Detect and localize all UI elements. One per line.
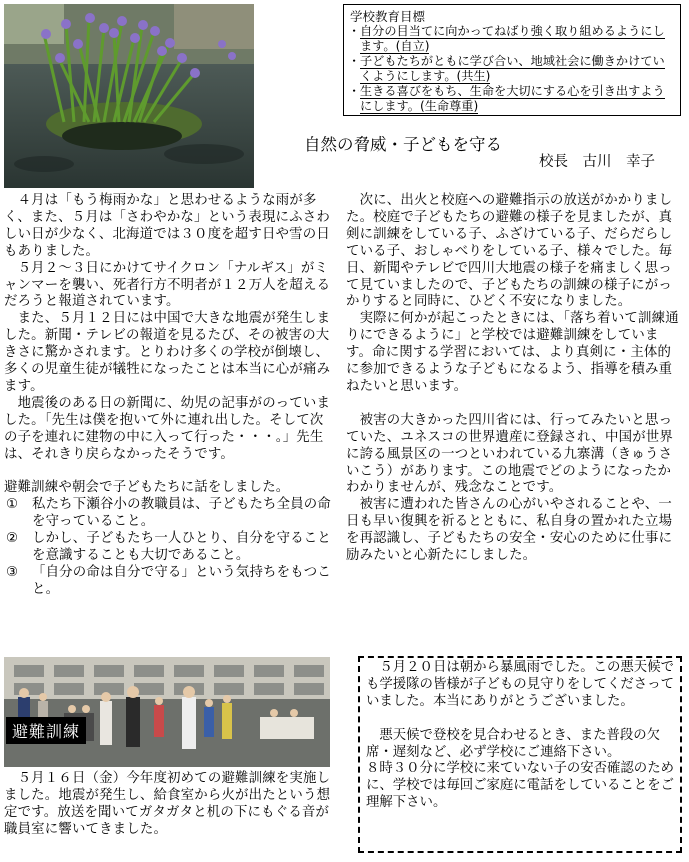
paragraph: 実際に何かが起こったときには、「落ち着いて訓練通りにできるように」と学校では避難訓練をしています。命に関する学習においては、より真剣に・主体的に参加できるような子どもになるよう、指導を積み重ねたいと思います。: [346, 311, 679, 394]
list-item: ② しかし、子どもたち一人ひとり、自分を守ることを意識することも大切であること。: [6, 531, 331, 564]
paragraph: ８時３０分に学校に来ていない子の安否確認のために、学校では毎回ご家庭に電話をしていることをご理解下さい。: [366, 761, 674, 811]
paragraph: ４月は「もう梅雨かな」と思わせるような雨が多く、また、５月は「さわやかな」という表現にふさわしい日が少なく、北海道では３０度を超す日や雪の日もありました。: [4, 193, 330, 259]
paragraph: また、５月１２日には中国で大きな地震が発生しました。新聞・テレビの報道を見るたび、その被害の大きさに驚かされます。とりわけ多くの学校が倒壊し、多くの児童生徒が犠牲になったことは本当に心が痛みます。: [4, 311, 331, 394]
notice-box: [358, 656, 682, 853]
school-goals-box: [343, 4, 681, 116]
blank-line: [346, 396, 682, 413]
paragraph: 被害の大きかった四川省には、行ってみたいと思っていた、ユネスコの世界遺産に登録され、中国が世界に誇る風景区の一つといわれている九寨溝（きゅうさいこう）があります。この地震でどのようになったかわかりませんが、残念なことです。: [346, 412, 673, 496]
blank-line: [4, 464, 334, 481]
iris-photo: [4, 4, 254, 188]
school-goals-title: 学校教育目標: [350, 9, 426, 24]
paragraph: ５月１６日（金）今年度初めての避難訓練を実施しました。地震が発生し、給食室から火が出たという想定です。放送を聞いてガタガタと机の下にもぐる音が職員室に響いてきました。: [4, 771, 331, 837]
evacuation-drill-photo: [4, 657, 330, 767]
paragraph: 被害に遭われた皆さんの心がいやされることや、一日も早い復興を祈るとともに、私自身の置かれた立場を再認識し、子どもたちの安全・安心のために仕事に励みたいと心新たにしました。: [346, 497, 673, 564]
paragraph: 避難訓練や朝会で子どもたちに話をしました。: [4, 480, 290, 496]
list-item: ③ 「自分の命は自分で守る」という気持ちをもつこと。: [6, 564, 331, 597]
school-goal-item: ・ 自分の目当てに向かってねばり強く取り組めるようにします。(自立): [350, 24, 674, 54]
paragraph: 悪天候で登校を見合わせるとき、また普段の欠席・遅刻など、必ず学校にご連絡下さい。: [366, 727, 661, 760]
talk-points-list: [4, 497, 334, 598]
article-right-column: [346, 193, 682, 565]
paragraph: 次に、出火と校庭への避難指示の放送がかかりました。校庭で子どもたちの避難の様子を見ましたが、真剣に訓練をしている子、ふざけている子、だらだらしている子、おしゃべりをしている子、様々でした。毎日、新聞やテレビで四川大地震の様子を痛ましく思って見ていましたので、子どもたちの訓練の様子にがっかりすると同時に、ひどく不安になりました。: [346, 193, 673, 310]
blank-line: [366, 711, 674, 728]
paragraph: ５月２～３日にかけてサイクロン「ナルギス」がミャンマーを襲い、死者行方不明者が１２万人を超えるだろうと報道されています。: [4, 260, 331, 310]
school-goal-item: ・ 生きる喜びをもち、生命を大切にする心を引き出すようにします。(生命尊重): [350, 84, 674, 114]
paragraph: 地震後のある日の新聞に、幼児の記事がのっていました。「先生は僕を抱いて外に連れ出した。そして次の子を連れに建物の中に入って行った・・・。」先生は、それきり戻らなかったそうです。: [4, 395, 331, 462]
article-author: 校長 古川 幸子: [539, 154, 655, 170]
school-goal-item: ・ 子どもたちがともに学び合い、地域社会に働きかけていくようにします。(共生): [350, 54, 674, 84]
list-item: ① 私たち下瀬谷小の教職員は、子どもたち全員の命を守っていること。: [6, 497, 331, 530]
photo-caption: 避難訓練: [6, 717, 86, 744]
article-left-column: [4, 193, 334, 599]
article-title: 自然の脅威・子どもを守る: [304, 135, 502, 154]
paragraph: ５月２０日は朝から暴風雨でした。この悪天候でも学援隊の皆様が子どもの見守りをしてくださっていました。本当にありがとうございました。: [366, 660, 674, 709]
drill-report-text: [4, 771, 334, 839]
